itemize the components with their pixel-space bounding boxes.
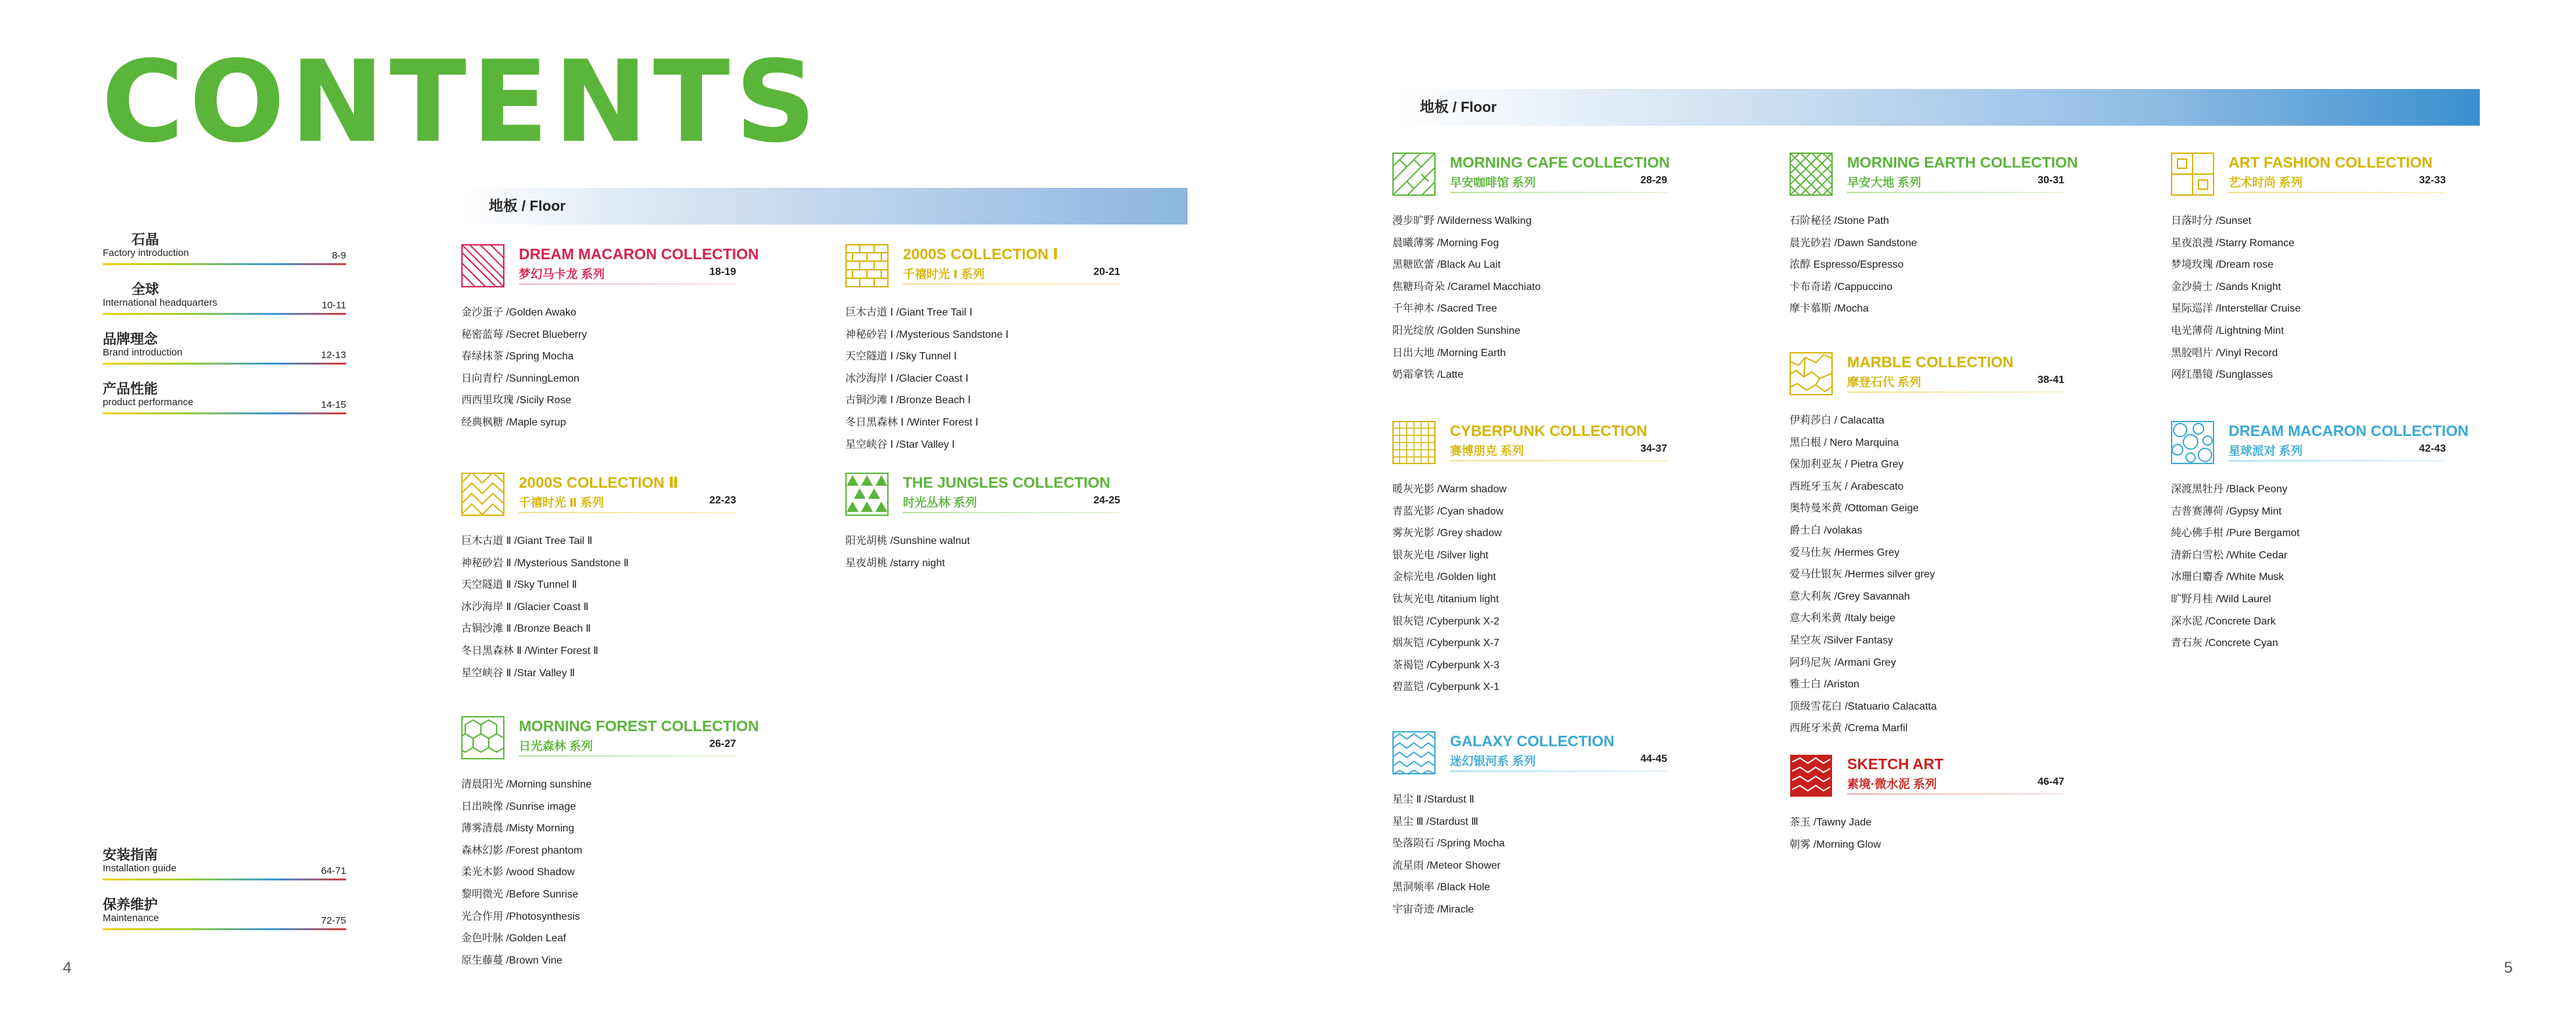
list-item: 柔光木影 /wood Shadow xyxy=(461,867,575,878)
list-item: 星空灰 /Silver Fantasy xyxy=(1790,634,1894,646)
collection-page: 24-25 xyxy=(1093,495,1120,506)
collection-items xyxy=(461,302,762,434)
list-item: 天空隧道 Ⅰ /Sky Tunnel Ⅰ xyxy=(845,351,957,363)
toc-item-en: product performance xyxy=(103,397,194,408)
collection-rule xyxy=(1847,391,2064,393)
toc-item-en: Maintenance xyxy=(103,913,159,924)
list-item: 日出大地 /Morning Earth xyxy=(1392,347,1506,359)
collection-rule xyxy=(519,755,736,757)
list-item: 青石灰 /Concrete Cyan xyxy=(2171,638,2278,649)
collection-page: 30-31 xyxy=(2038,175,2064,186)
list-item: 爵士白 /volakas xyxy=(1790,524,1863,536)
list-item: 西班牙玉灰 / Arabescato xyxy=(1790,480,1904,492)
collection-name: 2000S COLLECTION Ⅱ xyxy=(519,474,679,491)
list-item: 烟灰铠 /Cyberpunk X-7 xyxy=(1392,638,1500,649)
toc-list xyxy=(103,229,346,949)
collection-subtitle: 梦幻马卡龙 系列 xyxy=(519,268,605,281)
collection-items xyxy=(1392,479,1693,698)
list-item: 黑洞频率 /Black Hole xyxy=(1392,882,1491,894)
list-item: 雾灰光影 /Grey shadow xyxy=(1392,528,1502,539)
list-item: 晨曦薄雾 /Morning Fog xyxy=(1392,237,1499,249)
list-item: 巨木古道 Ⅰ /Giant Tree Tail Ⅰ xyxy=(845,307,973,318)
floor-banner-left: 地板 / Floor xyxy=(461,188,1188,225)
list-item: 阳光绽放 /Golden Sunshine xyxy=(1392,325,1521,336)
collection-page: 42-43 xyxy=(2419,443,2446,454)
list-item: 清晨阳光 /Morning sunshine xyxy=(461,779,592,790)
sketch-pattern-icon xyxy=(1790,754,1833,797)
collection-page: 22-23 xyxy=(709,495,736,506)
list-item: 天空隧道 Ⅱ /Sky Tunnel Ⅱ xyxy=(461,579,577,591)
collection-name: CYBERPUNK COLLECTION xyxy=(1450,422,1648,439)
list-item: 顶级雪花白 /Statuario Calacatta xyxy=(1790,700,1937,712)
list-item: 千年神木 /Sacred Tree xyxy=(1392,303,1498,315)
hexagon-pattern-icon xyxy=(461,716,504,759)
list-item: 雅士白 /Ariston xyxy=(1790,679,1860,691)
collection-name: DREAM MACARON COLLECTION xyxy=(2229,422,2469,439)
list-item: 流星雨 /Meteor Shower xyxy=(1392,859,1501,871)
list-item: 奶霜拿铁 /Latte xyxy=(1392,369,1464,381)
collection-page: 38-41 xyxy=(2038,374,2064,386)
collection-rule xyxy=(1450,192,1667,193)
toc-item[interactable] xyxy=(103,329,346,374)
collection-rule xyxy=(1847,793,2064,795)
collection-subtitle: 摩登石代 系列 xyxy=(1847,376,1922,389)
list-item: 旷野月桂 /Wild Laurel xyxy=(2171,593,2271,605)
toc-item-page: 12-13 xyxy=(321,350,346,361)
marble-vein-icon xyxy=(1790,352,1833,395)
collection-page: 26-27 xyxy=(709,738,736,750)
list-item: 钛灰光电 /titanium light xyxy=(1392,593,1499,605)
toc-item-cn: 全球 xyxy=(132,282,159,297)
collection-subtitle: 素境·微水泥 系列 xyxy=(1847,778,1937,791)
collection-name: GALAXY COLLECTION xyxy=(1450,733,1615,750)
collection-name: MORNING CAFE COLLECTION xyxy=(1450,154,1670,171)
list-item: 冰珊白麝香 /White Musk xyxy=(2171,571,2284,583)
collection-rule xyxy=(1847,192,2064,193)
collection-subtitle: 日光森林 系列 xyxy=(519,740,593,753)
collection-items xyxy=(461,774,762,971)
list-item: 原生藤蔓 /Brown Vine xyxy=(461,954,563,966)
list-item: 梦境玫瑰 /Dream rose xyxy=(2171,259,2274,271)
collection-items xyxy=(2171,210,2472,386)
list-item: 晨光砂岩 /Dawn Sandstone xyxy=(1790,237,1917,249)
list-item: 星尘 Ⅱ /Stardust Ⅱ xyxy=(1392,794,1475,805)
list-item: 薄雾清晨 /Misty Morning xyxy=(461,823,574,835)
list-item: 黎明微光 /Before Sunrise xyxy=(461,888,578,900)
list-item: 冬日黑森林 Ⅰ /Winter Forest Ⅰ xyxy=(845,416,979,428)
collection-rule xyxy=(1450,460,1667,461)
collection-subtitle: 早安咖啡馆 系列 xyxy=(1450,176,1536,189)
collection-items xyxy=(2171,479,2472,655)
collection-rule xyxy=(903,283,1120,285)
toc-divider xyxy=(103,878,346,880)
list-item: 焦糖玛奇朵 /Caramel Macchiato xyxy=(1392,281,1541,293)
list-item: 金棕光电 /Golden light xyxy=(1392,571,1496,583)
collection-page: 34-37 xyxy=(1640,443,1667,454)
collection-subtitle: 赛博朋克 系列 xyxy=(1450,444,1525,458)
list-item: 星夜浪漫 /Starry Romance xyxy=(2171,237,2295,249)
list-item: 意大利灰 /Grey Savannah xyxy=(1790,590,1911,602)
collection-rule xyxy=(519,283,736,285)
collection-name: DREAM MACARON COLLECTION xyxy=(519,245,759,262)
list-item: 朝雾 /Morning Glow xyxy=(1790,839,1881,850)
collection-items xyxy=(461,530,762,684)
zigzag-pattern-icon xyxy=(1392,731,1436,774)
collection-items xyxy=(1790,210,2091,320)
collection-page: 32-33 xyxy=(2419,175,2446,186)
list-item: 冰沙海岸 Ⅱ /Glacier Coast Ⅱ xyxy=(461,601,589,613)
list-item: 意大利米黄 /Italy beige xyxy=(1790,613,1896,624)
toc-item-en: Installation guide xyxy=(103,863,177,874)
collection-rule xyxy=(2229,460,2446,461)
toc-item-cn: 品牌理念 xyxy=(103,332,158,347)
collection-name: MORNING FOREST COLLECTION xyxy=(519,717,759,734)
list-item: 爱马仕灰 /Hermes Grey xyxy=(1790,547,1900,558)
list-item: 深渡黑牡丹 /Black Peony xyxy=(2171,484,2287,495)
toc-item-cn: 产品性能 xyxy=(103,382,158,397)
collection-page: 28-29 xyxy=(1640,175,1667,186)
collection-name: SKETCH ART xyxy=(1847,755,1944,772)
list-item: 冬日黑森林 Ⅱ /Winter Forest Ⅱ xyxy=(461,645,599,657)
toc-item[interactable] xyxy=(103,378,346,424)
collection-rule xyxy=(903,512,1120,513)
collection-items xyxy=(845,302,1146,456)
triangle-pattern-icon xyxy=(845,473,889,516)
toc-item-page: 8-9 xyxy=(332,250,346,261)
list-item: 金色叶脉 /Golden Leaf xyxy=(461,933,567,945)
diamond-pattern-icon xyxy=(1790,153,1833,196)
collection-page: 18-19 xyxy=(709,266,736,278)
list-item: 青蓝光影 /Cyan shadow xyxy=(1392,505,1504,517)
toc-item-cn: 石晶 xyxy=(132,232,159,247)
list-item: 日落时分 /Sunset xyxy=(2171,215,2251,226)
brick-pattern-icon xyxy=(845,244,889,287)
list-item: 森林幻影 /Forest phantom xyxy=(461,844,582,856)
list-item: 保加利亚灰 / Pietra Grey xyxy=(1790,459,1904,471)
list-item: 金沙蛋子 /Golden Awako xyxy=(461,307,576,318)
list-item: 漫步旷野 /Wilderness Walking xyxy=(1392,215,1532,226)
collection-name: MARBLE COLLECTION xyxy=(1847,353,2014,371)
list-item: 神秘砂岩 Ⅰ /Mysterious Sandstone Ⅰ xyxy=(845,329,1009,340)
toc-divider xyxy=(103,363,346,365)
list-item: 純心佛手柑 /Pure Bergamot xyxy=(2171,528,2300,539)
collection-subtitle: 时光丛林 系列 xyxy=(903,496,978,509)
toc-item-page: 10-11 xyxy=(321,300,346,311)
list-item: 茶褐铠 /Cyberpunk X-3 xyxy=(1392,659,1500,671)
collection-rule xyxy=(519,512,736,513)
collection-name: 2000S COLLECTION Ⅰ xyxy=(903,245,1059,262)
collection-page: 46-47 xyxy=(2038,776,2064,787)
toc-item-cn: 安装指南 xyxy=(103,848,158,863)
list-item: 宇宙奇迹 /Miracle xyxy=(1392,903,1474,915)
list-item: 冰沙海岸 Ⅰ /Glacier Coast Ⅰ xyxy=(845,372,969,384)
page-number-right: 5 xyxy=(2504,959,2513,977)
collection-page: 20-21 xyxy=(1093,266,1120,278)
list-item: 碧蓝铠 /Cyberpunk X-1 xyxy=(1392,681,1500,693)
toc-item[interactable] xyxy=(103,844,346,890)
collection-rule xyxy=(1450,770,1667,772)
collection-items xyxy=(1790,410,2091,740)
page-title: CONTENTS xyxy=(101,36,822,168)
list-item: 深水泥 /Concrete Dark xyxy=(2171,615,2276,627)
list-item: 日向青柠 /SunningLemon xyxy=(461,372,580,384)
list-item: 吉普赛薄荷 /Gypsy Mint xyxy=(2171,505,2282,517)
list-item: 石阶秘径 /Stone Path xyxy=(1790,215,1890,226)
toc-item[interactable] xyxy=(103,894,346,940)
circle-pattern-icon xyxy=(2171,421,2214,464)
list-item: 光合作用 /Photosynthesis xyxy=(461,911,580,922)
list-item: 星尘 Ⅲ /Stardust Ⅲ xyxy=(1392,816,1479,827)
toc-item-page: 14-15 xyxy=(321,399,346,410)
list-item: 爱马仕银灰 /Hermes silver grey xyxy=(1790,569,1935,581)
square-grid-icon xyxy=(2171,153,2214,196)
list-item: 星空峡谷 Ⅱ /Star Valley Ⅱ xyxy=(461,667,575,679)
list-item: 古铜沙滩 Ⅱ /Bronze Beach Ⅱ xyxy=(461,623,591,635)
herringbone-icon xyxy=(461,473,504,516)
collection-rule xyxy=(2229,192,2446,193)
list-item: 神秘砂岩 Ⅱ /Mysterious Sandstone Ⅱ xyxy=(461,557,629,569)
list-item: 黑白根 / Nero Marquina xyxy=(1790,437,1899,448)
collection-subtitle: 艺术时尚 系列 xyxy=(2229,176,2303,189)
toc-divider xyxy=(103,313,346,315)
collection-page: 44-45 xyxy=(1640,753,1667,765)
list-item: 电光薄荷 /Lightning Mint xyxy=(2171,325,2284,336)
page-number-left: 4 xyxy=(63,959,72,977)
collection-name: THE JUNGLES COLLECTION xyxy=(903,474,1110,491)
list-item: 古铜沙滩 Ⅰ /Bronze Beach Ⅰ xyxy=(845,395,971,407)
list-item: 卡布奇诺 /Cappuccino xyxy=(1790,281,1893,293)
collection-name: ART FASHION COLLECTION xyxy=(2229,154,2433,171)
list-item: 银灰光电 /Silver light xyxy=(1392,549,1489,561)
list-item: 西班牙米黄 /Crema Marfil xyxy=(1790,723,1908,734)
fine-grid-icon xyxy=(1392,421,1436,464)
collection-subtitle: 早安大地 系列 xyxy=(1847,176,1922,189)
diagonal-hatch-icon xyxy=(461,244,504,287)
list-item: 网红墨镜 /Sunglasses xyxy=(2171,369,2273,381)
list-item: 黑糖欧蕾 /Black Au Lait xyxy=(1392,259,1501,271)
list-item: 阿玛尼灰 /Armani Grey xyxy=(1790,657,1896,668)
list-item: 浓醇 Espresso/Espresso xyxy=(1790,259,1904,271)
list-item: 春绿抹茶 /Spring Mocha xyxy=(461,351,574,363)
collection-items xyxy=(1392,789,1693,921)
collection-name: MORNING EARTH COLLECTION xyxy=(1847,154,2078,171)
list-item: 黑胶唱片 /Vinyl Record xyxy=(2171,347,2278,359)
list-item: 奥特曼米黄 /Ottoman Geige xyxy=(1790,503,1919,515)
collection-items xyxy=(1392,210,1693,386)
collection-subtitle: 千禧时光 Ⅰ 系列 xyxy=(903,268,985,281)
floor-banner-right: 地板 / Floor xyxy=(1392,89,2480,126)
list-item: 暖灰光影 /Warm shadow xyxy=(1392,484,1507,495)
list-item: 秘密蓝莓 /Secret Blueberry xyxy=(461,329,588,340)
plank-pattern-icon xyxy=(1392,153,1436,196)
list-item: 银灰铠 /Cyberpunk X-2 xyxy=(1392,615,1500,627)
list-item: 阳光胡桃 /Sunshine walnut xyxy=(845,535,970,547)
toc-divider xyxy=(103,263,346,265)
list-item: 日出映像 /Sunrise image xyxy=(461,801,576,812)
toc-item-page: 72-75 xyxy=(321,915,346,926)
list-item: 西西里玫瑰 /Sicily Rose xyxy=(461,395,572,407)
list-item: 星夜胡桃 /starry night xyxy=(845,557,945,569)
toc-item-en: Brand introduction xyxy=(103,347,183,358)
toc-divider xyxy=(103,412,346,414)
toc-item-en: Factory introduction xyxy=(103,247,189,259)
collection-subtitle: 千禧时光 Ⅱ 系列 xyxy=(519,496,604,509)
toc-item-page: 64-71 xyxy=(321,865,346,877)
list-item: 经典枫糖 /Maple syrup xyxy=(461,416,567,428)
toc-item-cn: 保养维护 xyxy=(103,897,158,913)
list-item: 金沙骑士 /Sands Knight xyxy=(2171,281,2282,293)
toc-item[interactable] xyxy=(103,229,346,275)
list-item: 摩卡慕斯 /Mocha xyxy=(1790,303,1869,315)
toc-divider xyxy=(103,928,346,930)
toc-item[interactable] xyxy=(103,279,346,325)
list-item: 茶玉 /Tawny Jade xyxy=(1790,817,1872,828)
list-item: 星际巡洋 /Interstellar Cruise xyxy=(2171,303,2301,315)
list-item: 巨木古道 Ⅱ /Giant Tree Tail Ⅱ xyxy=(461,535,593,547)
collection-subtitle: 迷幻银河系 系列 xyxy=(1450,755,1536,768)
list-item: 伊莉莎白 / Calacatta xyxy=(1790,415,1884,426)
collection-items xyxy=(845,530,1146,574)
list-item: 清新白雪松 /White Cedar xyxy=(2171,549,2287,561)
list-item: 坠落陨石 /Spring Mocha xyxy=(1392,838,1505,850)
collection-items xyxy=(1790,812,2091,856)
toc-item-en: International headquarters xyxy=(103,297,218,308)
collection-subtitle: 星球派对 系列 xyxy=(2229,444,2303,458)
list-item: 星空峡谷 Ⅰ /Star Valley Ⅰ xyxy=(845,439,955,450)
